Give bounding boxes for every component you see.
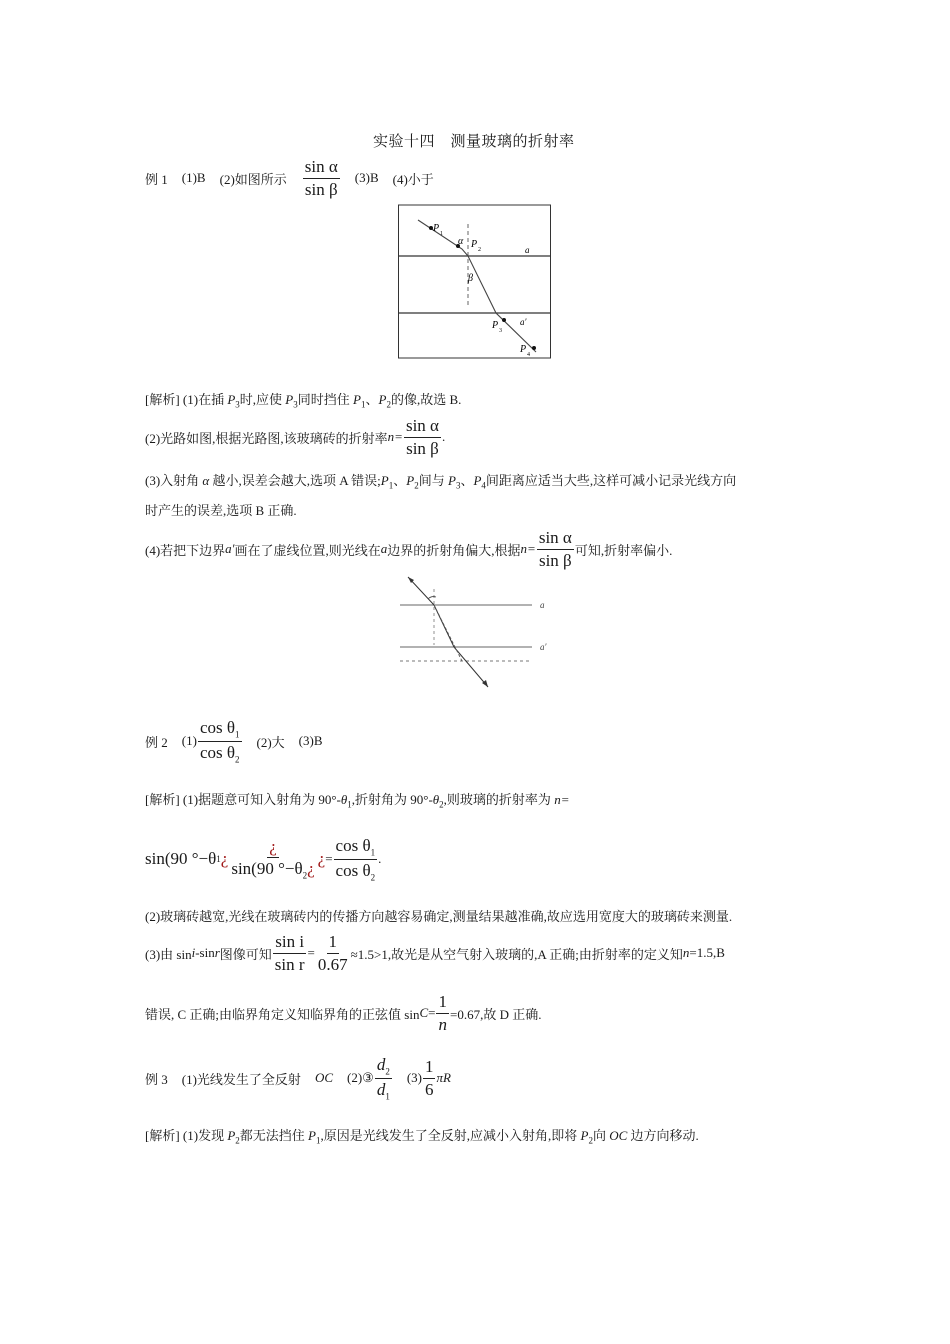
text: (3)由 sin (145, 946, 192, 962)
text: 边界的折射角偏大,根据 (387, 542, 521, 558)
analysis-2-formula (145, 832, 381, 886)
fraction-numerator (198, 718, 242, 742)
text: P (308, 1128, 316, 1143)
example-1-answer (145, 158, 434, 198)
fraction-sin-ir (273, 932, 307, 974)
pin-p4 (532, 346, 536, 350)
text: 间距离应适当大些,这样可减小记录光线方向 (485, 473, 737, 488)
text: ,原因是光线发生了全反射,应减小入射角,即将 (320, 1128, 581, 1143)
text: P (380, 473, 389, 488)
text: 、 (460, 473, 474, 488)
analysis-2-part-1 (145, 789, 569, 810)
fraction-numerator: 1 (327, 932, 340, 954)
emergent-ray (454, 647, 488, 687)
text: i (191, 945, 196, 960)
text: . (378, 851, 382, 866)
text: sin⁡(90 °−θ (145, 849, 217, 868)
fraction-cos-ratio (334, 836, 378, 882)
subscript: 1 (347, 799, 352, 810)
example-label: 例 1 (145, 171, 168, 187)
text: [解析] (1)在插 (145, 392, 228, 407)
answer-part-3: (3) (406, 1070, 422, 1085)
text: (4)若把下边界 (145, 542, 226, 558)
text: P (406, 473, 415, 488)
fraction-denominator: sin β (304, 179, 338, 199)
text: α (202, 473, 210, 488)
text: a′ (225, 541, 235, 556)
fraction-denominator (229, 858, 316, 881)
fraction-one-over-067 (316, 932, 350, 974)
example-2-answer (145, 717, 323, 765)
subscript: 4 (481, 480, 486, 491)
text: = (307, 945, 315, 960)
text: C (419, 1005, 429, 1020)
text: 图像可知 (219, 946, 272, 962)
fraction-numerator (375, 1055, 392, 1079)
fraction-denominator: n (438, 1014, 447, 1034)
diagram-frame (399, 205, 551, 358)
subscript: 2 (385, 1066, 390, 1077)
text: ≈1.5>1,故光是从空气射入玻璃的,A 正确;由折射率的定义知 (350, 946, 683, 962)
analysis-2-part-2: (2)玻璃砖越宽,光线在玻璃砖内的传播方向越容易确定,测量结果越准确,故应选用宽度大的玻璃砖来测量. (145, 909, 733, 924)
fraction-one-sixth (423, 1057, 436, 1099)
subscript: 2 (588, 1135, 593, 1146)
subscript: 2 (235, 1135, 240, 1146)
analysis-2-part-4 (145, 990, 541, 1036)
example-label: 例 2 (145, 734, 168, 750)
label-p4: P (520, 344, 527, 355)
label-beta: β (468, 273, 473, 284)
text: 向 (592, 1128, 610, 1143)
label-a: a (540, 600, 545, 610)
answer-part-2: (2)如图所示 (219, 171, 287, 187)
text: 错误, C 正确;由临界角定义知临界角的正弦值 sin (145, 1006, 420, 1022)
example-3-answer (145, 1054, 451, 1102)
text: = (428, 1005, 436, 1020)
text: [解析] (1)发现 (145, 1128, 228, 1143)
label-p3-sub: 3 (499, 328, 502, 334)
text: P (227, 1128, 236, 1143)
answer-oc: OC (314, 1070, 333, 1085)
text: 同时挡住 (297, 392, 354, 407)
text: 画在了虚线位置,则光线在 (234, 542, 381, 558)
label-p1: P (433, 223, 440, 234)
fraction-numerator: sin i (273, 932, 306, 954)
text: cos θ (335, 860, 371, 880)
text: θ (340, 792, 348, 807)
text: cos θ (199, 742, 235, 762)
fraction-numerator: sin α (404, 416, 441, 438)
text: P (227, 392, 236, 407)
text: =0.67,故 D 正确. (449, 1006, 542, 1022)
text: ¿ (317, 849, 326, 868)
answer-part-1: (1)光线发生了全反射 (181, 1071, 301, 1087)
fraction-d2-over-d1 (375, 1055, 392, 1101)
fraction-denominator: sin r (274, 954, 305, 974)
text: P (378, 392, 387, 407)
fraction-numerator (334, 836, 378, 860)
label-p2-sub: 2 (478, 247, 481, 253)
answer-part-2: (2)大 (256, 734, 285, 750)
answer-part-1: (1) (181, 733, 197, 748)
subscript: 1 (316, 1135, 321, 1146)
text: sin⁡(90 °−θ (231, 859, 303, 879)
answer-part-3: (3)B (354, 170, 379, 185)
text: . (441, 429, 446, 444)
fraction-denominator: sin β (538, 550, 572, 570)
text: 都无法挡住 (239, 1128, 309, 1143)
label-p4-sub: 4 (527, 352, 530, 358)
text: OC (609, 1128, 628, 1143)
text: a (380, 541, 388, 556)
subscript: 1 (388, 480, 394, 491)
text: cos θ (199, 717, 235, 737)
text: n= (387, 429, 403, 444)
text: n= (554, 792, 570, 807)
analysis-1-part-4 (145, 526, 672, 572)
text: r (214, 945, 220, 960)
subscript: 1 (360, 399, 366, 410)
subscript: 2 (370, 871, 376, 882)
text: = (325, 851, 333, 866)
label-boundary-a: a (525, 245, 530, 255)
text: 、 (393, 473, 407, 488)
text: 间与 (418, 473, 448, 488)
analysis-2-part-3 (145, 929, 725, 977)
analysis-1-part-1 (145, 389, 461, 410)
fraction-denominator (198, 742, 242, 765)
fraction-denominator: 0.67 (317, 954, 348, 974)
subscript: 1 (235, 729, 240, 740)
fraction-sin-ratio (303, 157, 340, 199)
subscript: 2 (439, 799, 444, 810)
text: ¿ (220, 849, 229, 868)
analysis-1-part-2 (145, 414, 445, 460)
refraction-diagram-2 (398, 575, 558, 690)
fraction-cos-ratio (198, 718, 242, 764)
label-boundary-a-prime: a′ (520, 317, 527, 327)
subscript: 2 (414, 480, 419, 491)
subscript: 2 (386, 399, 391, 410)
text: 可知,折射率偏小. (574, 542, 673, 558)
answer-pi-r: πR (436, 1070, 451, 1085)
label-a-prime: a′ (540, 642, 547, 652)
text: P (473, 473, 482, 488)
answer-part-2: (2)③ (347, 1070, 374, 1085)
analysis-1-part-3-cont: 时产生的误差,选项 B 正确. (145, 503, 297, 518)
fraction-denominator (375, 1079, 392, 1102)
pin-p3 (502, 318, 506, 322)
text: ,折射角为 90°- (351, 792, 433, 807)
fraction-inner (229, 837, 316, 881)
answer-part-4: (4)小于 (392, 171, 434, 187)
text: n (682, 945, 690, 960)
subscript: 3 (293, 399, 298, 410)
text: 越小,误差会越大,选项 A 错误; (209, 473, 381, 488)
text: d (376, 1054, 386, 1074)
subscript: 2 (302, 870, 308, 881)
angle-arc (428, 597, 436, 599)
text: =1.5,B (689, 945, 725, 960)
text: [解析] (1)据题意可知入射角为 90°- (145, 792, 341, 807)
analysis-3 (145, 1125, 699, 1146)
refraction-diagram-1 (398, 204, 552, 360)
text: cos θ (335, 835, 371, 855)
subscript: 1 (216, 854, 221, 864)
text: 时,应使 (239, 392, 286, 407)
label-p2: P (471, 239, 478, 250)
label-alpha: α (458, 236, 464, 247)
fraction-numerator: 1 (436, 992, 449, 1014)
text: (2)光路如图,根据光路图,该玻璃砖的折射率 (145, 430, 388, 446)
answer-part-1: (1)B (181, 170, 206, 185)
fraction-numerator: sin α (303, 157, 340, 179)
subscript: 1 (370, 847, 376, 858)
fraction-numerator: ¿ (267, 837, 279, 859)
fraction-denominator: sin β (406, 438, 439, 458)
subscript: 1 (385, 1090, 390, 1101)
page-title: 实验十四 测量玻璃的折射率 (373, 134, 575, 150)
example-label: 例 3 (145, 1071, 168, 1087)
text: (3)入射角 (145, 473, 203, 488)
subscript: 3 (235, 399, 240, 410)
fraction-denominator (334, 860, 378, 883)
fraction-numerator: sin α (537, 528, 574, 550)
text: θ (432, 792, 440, 807)
text: -sin (195, 945, 215, 960)
text: d (376, 1079, 386, 1099)
text: 、 (365, 392, 379, 407)
label-p3: P (492, 320, 499, 331)
fraction-sin-ratio (537, 528, 574, 570)
fraction-denominator: 6 (424, 1079, 434, 1099)
fraction-numerator: 1 (423, 1057, 436, 1079)
text: ¿ (307, 859, 315, 879)
answer-part-3: (3)B (298, 733, 323, 748)
text: 边方向移动. (627, 1128, 699, 1143)
fraction-sin-ratio (404, 416, 441, 458)
text: P (447, 473, 456, 488)
label-p1-sub: 1 (440, 231, 443, 237)
subscript: 2 (235, 753, 240, 764)
text: n= (520, 541, 536, 556)
text: P (285, 392, 294, 407)
subscript: 3 (455, 480, 461, 491)
text: P (353, 392, 361, 407)
text: P (580, 1128, 589, 1143)
text: 的像,故选 B. (390, 392, 462, 407)
analysis-1-part-3 (145, 470, 736, 491)
text: ,则玻璃的折射率为 (443, 792, 555, 807)
fraction-one-over-n (436, 992, 449, 1034)
